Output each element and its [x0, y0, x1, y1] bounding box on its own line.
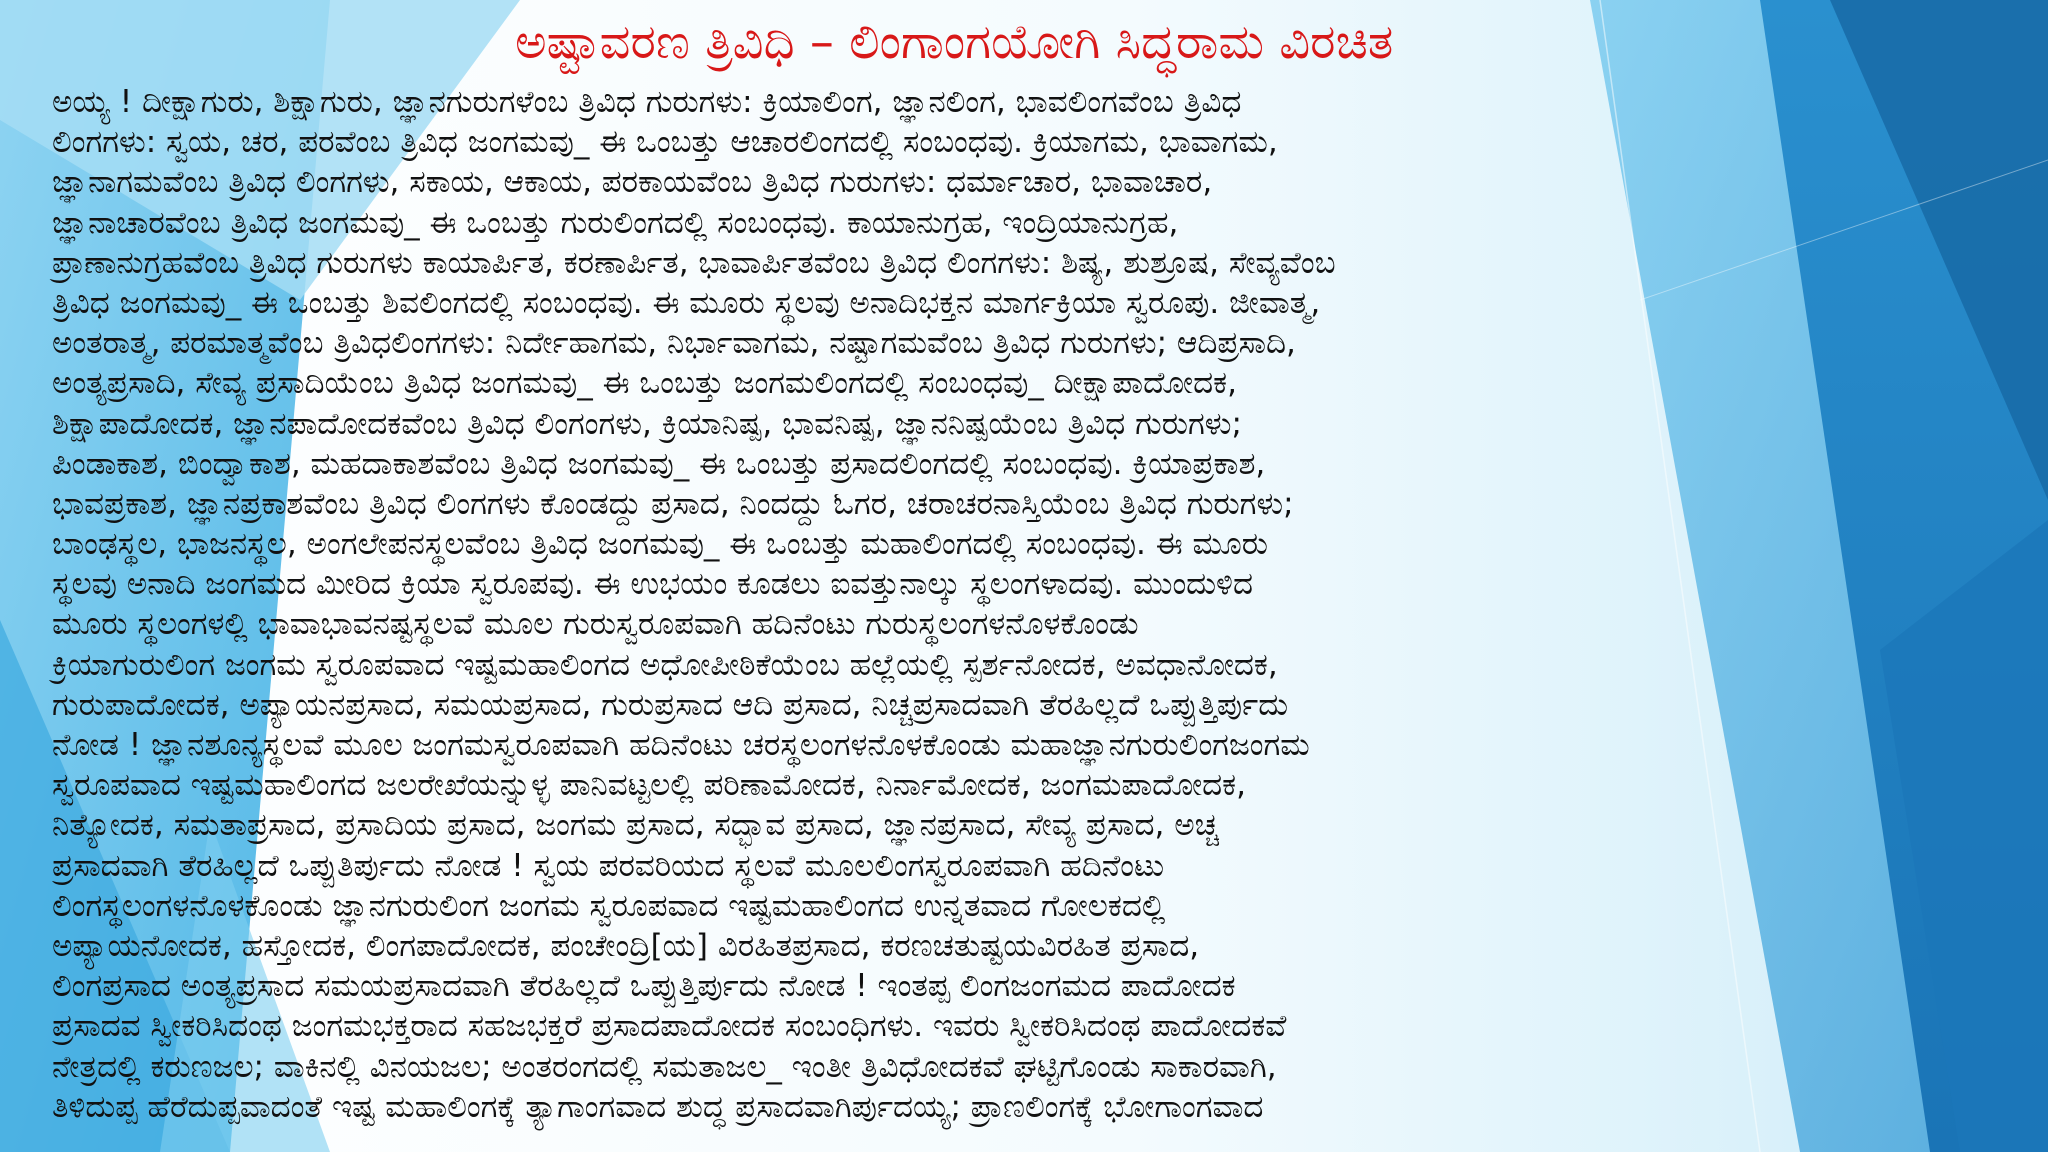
body-text-line: ತ್ರಿವಿಧ ಜಂಗಮವು_ ಈ ಒಂಬತ್ತು ಶಿವಲಿಂಗದಲ್ಲಿ ಸಂಬಂಧವು. ಈ ಮೂರು ಸ್ಥಲವು ಅನಾದಿಭಕ್ತನ ಮಾರ್ಗಕ್ರಿಯಾ ಸ್ವರೂಪು. ಜೀವಾತ್ಮ,	[52, 284, 1321, 321]
body-text-line: ಶಿಕ್ಷಾಪಾದೋದಕ, ಜ್ಞಾನಪಾದೋದಕವೆಂಬ ತ್ರಿವಿಧ ಲಿಂಗಂಗಳು, ಕ್ರಿಯಾನಿಷ್ಪ, ಭಾವನಿಷ್ಪ, ಜ್ಞಾನನಿಷ್ಪಯೆಂಬ ತ್ರಿವಿಧ ಗುರುಗಳು;	[52, 405, 1242, 442]
body-text-line: ಸ್ವರೂಪವಾದ ಇಷ್ಟಮಹಾಲಿಂಗದ ಜಲರೇಖೆಯನ್ನುಳ್ಳ ಪಾನಿವಟ್ಟಲಲ್ಲಿ ಪರಿಣಾಮೋದಕ, ನಿರ್ನಾಮೋದಕ, ಜಂಗಮಪಾದೋದಕ,	[52, 767, 1246, 804]
body-text-line: ಪ್ರಸಾದವಾಗಿ ತೆರಹಿಲ್ಲದೆ ಒಪ್ಪುತಿರ್ಪುದು ನೋಡ ! ಸ್ವಯ ಪರವರಿಯದ ಸ್ಥಲವೆ ಮೂಲಲಿಂಗಸ್ವರೂಪವಾಗಿ ಹದಿನೆಂಟು	[52, 847, 1165, 884]
slide-body-text	[52, 82, 2012, 1127]
body-text-line: ಲಿಂಗಸ್ಥಲಂಗಳನೊಳಕೊಂಡು ಜ್ಞಾನಗುರುಲಿಂಗ ಜಂಗಮ ಸ್ವರೂಪವಾದ ಇಷ್ಟಮಹಾಲಿಂಗದ ಉನ್ನತವಾದ ಗೋಲಕದಲ್ಲಿ	[52, 887, 1166, 924]
body-text-line: ಪ್ರಾಣಾನುಗ್ರಹವೆಂಬ ತ್ರಿವಿಧ ಗುರುಗಳು ಕಾಯಾರ್ಪಿತ, ಕರಣಾರ್ಪಿತ, ಭಾವಾರ್ಪಿತವೆಂಬ ತ್ರಿವಿಧ ಲಿಂಗಗಳು: ಶಿಷ್ಯ, ಶುಶ್ರೂಷ, ಸೇವ್ಯವೆಂಬ	[52, 244, 1336, 281]
body-text-line: ನೋಡ ! ಜ್ಞಾನಶೂನ್ಯಸ್ಥಲವೆ ಮೂಲ ಜಂಗಮಸ್ವರೂಪವಾಗಿ ಹದಿನೆಂಟು ಚರಸ್ಥಲಂಗಳನೊಳಕೊಂಡು ಮಹಾಜ್ಞಾನಗುರುಲಿಂಗಜಂಗಮ	[52, 727, 1310, 763]
body-text-line: ಮೂರು ಸ್ಥಲಂಗಳಲ್ಲಿ ಭಾವಾಭಾವನಷ್ಟಸ್ಥಲವೆ ಮೂಲ ಗುರುಸ್ವರೂಪವಾಗಿ ಹದಿನೆಂಟು ಗುರುಸ್ಥಲಂಗಳನೊಳಕೊಂಡು	[52, 606, 1139, 643]
body-text-line: ಭಾವಪ್ರಕಾಶ, ಜ್ಞಾನಪ್ರಕಾಶವೆಂಬ ತ್ರಿವಿಧ ಲಿಂಗಗಳು ಕೊಂಡದ್ದು ಪ್ರಸಾದ, ನಿಂದದ್ದು ಓಗರ, ಚರಾಚರನಾಸ್ತಿಯೆಂಬ ತ್ರಿವಿಧ ಗುರುಗಳು;	[52, 485, 1294, 522]
body-text-line: ಜ್ಞಾನಾಚಾರವೆಂಬ ತ್ರಿವಿಧ ಜಂಗಮವು_ ಈ ಒಂಬತ್ತು ಗುರುಲಿಂಗದಲ್ಲಿ ಸಂಬಂಧವು. ಕಾಯಾನುಗ್ರಹ, ಇಂದ್ರಿಯಾನುಗ್ರಹ,	[52, 204, 1179, 241]
body-text-line: ಗುರುಪಾದೋದಕ, ಅಪ್ಯಾಯನಪ್ರಸಾದ, ಸಮಯಪ್ರಸಾದ, ಗುರುಪ್ರಸಾದ ಆದಿ ಪ್ರಸಾದ, ನಿಚ್ಚಪ್ರಸಾದವಾಗಿ ತೆರಹಿಲ್ಲದೆ ಒಪ್ಪುತ್ತಿರ್ಪುದು	[52, 686, 1289, 723]
body-text-line: ಕ್ರಿಯಾಗುರುಲಿಂಗ ಜಂಗಮ ಸ್ವರೂಪವಾದ ಇಷ್ಟಮಹಾಲಿಂಗದ ಅಧೋಪೀಠಿಕೆಯೆಂಬ ಹಲ್ಲೆಯಲ್ಲಿ ಸ್ಪರ್ಶನೋದಕ, ಅವಧಾನೋದಕ,	[52, 646, 1278, 683]
body-text-line: ಜ್ಞಾನಾಗಮವೆಂಬ ತ್ರಿವಿಧ ಲಿಂಗಗಳು, ಸಕಾಯ, ಆಕಾಯ, ಪರಕಾಯವೆಂಬ ತ್ರಿವಿಧ ಗುರುಗಳು: ಧರ್ಮಾಚಾರ, ಭಾವಾಚಾರ,	[52, 164, 1213, 201]
body-text-line: ಸ್ಥಲವು ಅನಾದಿ ಜಂಗಮದ ಮೀರಿದ ಕ್ರಿಯಾ ಸ್ವರೂಪವು. ಈ ಉಭಯಂ ಕೂಡಲು ಐವತ್ತುನಾಲ್ಕು ಸ್ಥಲಂಗಳಾದವು. ಮುಂದುಳಿದ	[52, 566, 1253, 603]
body-text-line: ಅಯ್ಯ ! ದೀಕ್ಷಾಗುರು, ಶಿಕ್ಷಾಗುರು, ಜ್ಞಾನಗುರುಗಳೆಂಬ ತ್ರಿವಿಧ ಗುರುಗಳು: ಕ್ರಿಯಾಲಿಂಗ, ಜ್ಞಾನಲಿಂಗ, ಭಾವಲಿಂಗವೆಂಬ ತ್ರಿವಿಧ	[52, 84, 1242, 120]
body-text-line: ಅಪ್ಯಾಯನೋದಕ, ಹಸ್ತೋದಕ, ಲಿಂಗಪಾದೋದಕ, ಪಂಚೇಂದ್ರಿ[ಯ] ವಿರಹಿತಪ್ರಸಾದ, ಕರಣಚತುಷ್ಟಯವಿರಹಿತ ಪ್ರಸಾದ,	[52, 927, 1200, 964]
body-text-line: ನಿತ್ಯೋದಕ, ಸಮತಾಪ್ರಸಾದ, ಪ್ರಸಾದಿಯ ಪ್ರಸಾದ, ಜಂಗಮ ಪ್ರಸಾದ, ಸದ್ಭಾವ ಪ್ರಸಾದ, ಜ್ಞಾನಪ್ರಸಾದ, ಸೇವ್ಯ ಪ್ರಸಾದ, ಅಚ್ಚ	[52, 807, 1219, 844]
body-text-line: ಲಿಂಗಪ್ರಸಾದ ಅಂತ್ಯಪ್ರಸಾದ ಸಮಯಪ್ರಸಾದವಾಗಿ ತೆರಹಿಲ್ಲದೆ ಒಪ್ಪುತ್ತಿರ್ಪುದು ನೋಡ ! ಇಂತಪ್ಪ ಲಿಂಗಜಂಗಮದ ಪಾದೋದಕ	[52, 968, 1236, 1005]
body-text-line: ಪ್ರಸಾದವ ಸ್ವೀಕರಿಸಿದಂಥ ಜಂಗಮಭಕ್ತರಾದ ಸಹಜಭಕ್ತರೆ ಪ್ರಸಾದಪಾದೋದಕ ಸಂಬಂಧಿಗಳು. ಇವರು ಸ್ವೀಕರಿಸಿದಂಥ ಪಾದೋದಕವೆ	[52, 1008, 1287, 1045]
body-text-line: ಅಂತ್ಯಪ್ರಸಾದಿ, ಸೇವ್ಯ ಪ್ರಸಾದಿಯೆಂಬ ತ್ರಿವಿಧ ಜಂಗಮವು_ ಈ ಒಂಬತ್ತು ಜಂಗಮಲಿಂಗದಲ್ಲಿ ಸಂಬಂಧವು_ ದೀಕ್ಷಾಪಾದೋದಕ,	[52, 365, 1237, 402]
slide-title: ಅಷ್ಟಾವರಣ ತ್ರಿವಿಧಿ – ಲಿಂಗಾಂಗಯೋಗಿ ಸಿದ್ಧರಾಮ ವಿರಚಿತ	[515, 14, 1394, 70]
body-text-line: ನೇತ್ರದಲ್ಲಿ ಕರುಣಜಲ; ವಾಕಿನಲ್ಲಿ ವಿನಯಜಲ; ಅಂತರಂಗದಲ್ಲಿ ಸಮತಾಜಲ_ ಇಂತೀ ತ್ರಿವಿಧೋದಕವೆ ಘಟ್ಟಿಗೊಂಡು ಸಾಕಾರವಾಗಿ,	[52, 1048, 1277, 1085]
body-text-line: ತಿಳಿದುಪ್ಪ ಹೆರೆದುಪ್ಪವಾದಂತೆ ಇಷ್ಟ ಮಹಾಲಿಂಗಕ್ಕೆ ತ್ಯಾಗಾಂಗವಾದ ಶುದ್ಧ ಪ್ರಸಾದವಾಗಿರ್ಪುದಯ್ಯ; ಪ್ರಾಣಲಿಂಗಕ್ಕೆ ಭೋಗಾಂಗವಾದ	[52, 1088, 1264, 1125]
body-text-line: ಅಂತರಾತ್ಮ, ಪರಮಾತ್ಮವೆಂಬ ತ್ರಿವಿಧಲಿಂಗಗಳು: ನಿರ್ದೇಹಾಗಮ, ನಿರ್ಭಾವಾಗಮ, ನಷ್ಟಾಗಮವೆಂಬ ತ್ರಿವಿಧ ಗುರುಗಳು; ಆದಿಪ್ರಸಾದಿ,	[52, 325, 1296, 362]
body-text-line: ಲಿಂಗಗಳು: ಸ್ವಯ, ಚರ, ಪರವೆಂಬ ತ್ರಿವಿಧ ಜಂಗಮವು_ ಈ ಒಂಬತ್ತು ಆಚಾರಲಿಂಗದಲ್ಲಿ ಸಂಬಂಧವು. ಕ್ರಿಯಾಗಮ, ಭಾವಾಗಮ,	[52, 124, 1278, 161]
body-text-line: ಬಾಂಢಸ್ಥಲ, ಭಾಜನಸ್ಥಲ, ಅಂಗಲೇಪನಸ್ಥಲವೆಂಬ ತ್ರಿವಿಧ ಜಂಗಮವು_ ಈ ಒಂಬತ್ತು ಮಹಾಲಿಂಗದಲ್ಲಿ ಸಂಬಂಧವು. ಈ ಮೂರು	[52, 526, 1269, 563]
body-text-line: ಪಿಂಡಾಕಾಶ, ಬಿಂದ್ವಾಕಾಶ, ಮಹದಾಕಾಶವೆಂಬ ತ್ರಿವಿಧ ಜಂಗಮವು_ ಈ ಒಂಬತ್ತು ಪ್ರಸಾದಲಿಂಗದಲ್ಲಿ ಸಂಬಂಧವು. ಕ್ರಿಯಾಪ್ರಕಾಶ,	[52, 445, 1266, 482]
